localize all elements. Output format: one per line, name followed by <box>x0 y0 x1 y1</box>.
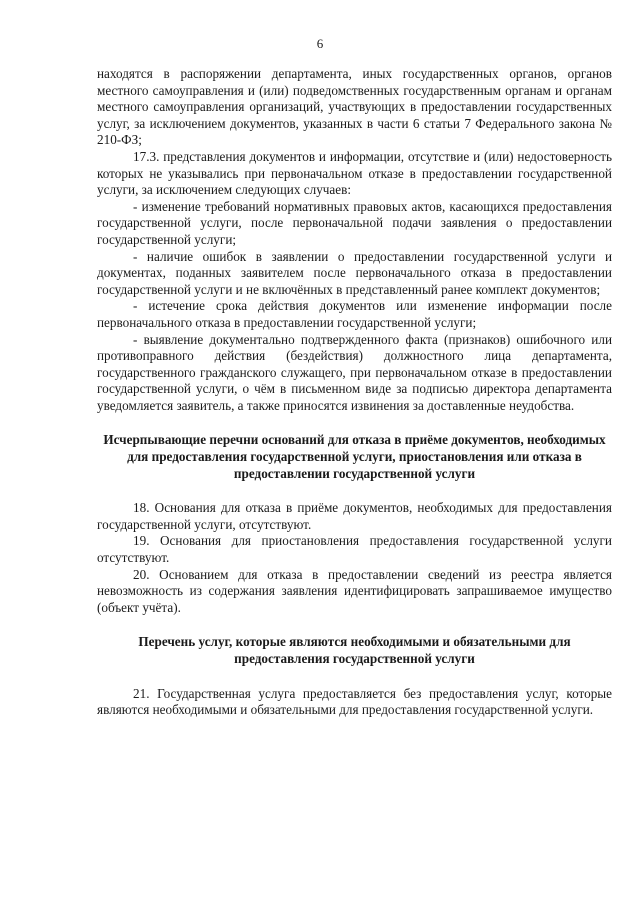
section-heading-required-services: Перечень услуг, которые являются необходимыми и обязательными для предоставления государственной услуги <box>138 634 571 666</box>
list-item-document-expiry: - истечение срока действия документов или изменение информации после первоначального отказа в предоставлении государственной услуги; <box>97 298 612 330</box>
paragraph-continuation: находятся в распоряжении департамента, иных государственных органов, органов местного самоуправления и (или) подведомственных государственным органам и органам местного самоуправления организаций, участвующих в предоставлении государственных услуг, за исключением документов, указанных в части 6 статьи 7 Федерального закона № 210-ФЗ; <box>97 66 612 148</box>
section-heading-refusal-grounds: Исчерпывающие перечни оснований для отказа в приёме документов, необходимых для предоставления государственной услуги, приостановления или отказа в предоставлении государственной услуги <box>103 432 606 481</box>
list-item-regulation-change: - изменение требований нормативных правовых актов, касающихся предоставления государственной услуги, после первоначальной подачи заявления о предоставлении государственной услуги; <box>97 198 612 247</box>
paragraph-17-3: 17.3. представления документов и информации, отсутствие и (или) недостоверность которых не указывались при первоначальном отказе в предоставлении государственной услуги, за исключением следующих случаев: <box>97 148 612 198</box>
paragraph-19: 19. Основания для приостановления предоставления государственной услуги отсутствуют. <box>97 533 612 566</box>
page-number: 6 <box>316 36 324 51</box>
list-item-application-errors: - наличие ошибок в заявлении о предоставлении государственной услуги и документах, поданных заявителем после первоначального отказа в предоставлении государственной услуги и не включённых в представленный ранее комплект документов; <box>97 248 612 297</box>
list-item-erroneous-action: - выявление документально подтвержденного факта (признаков) ошибочного или противоправного действия (бездействия) должностного лица департамента, государственного гражданского служащего, при первоначальном отказе в предоставлении государственной услуги, о чём в письменном виде за подписью директора департамента уведомляется заявитель, а также приносятся извинения за доставленные неудобства. <box>97 331 612 413</box>
paragraph-18: 18. Основания для отказа в приёме документов, необходимых для предоставления государственной услуги, отсутствуют. <box>97 500 612 532</box>
paragraph-20: 20. Основанием для отказа в предоставлении сведений из реестра является невозможность из содержания заявления идентифицировать запрашиваемое имущество (объект учёта). <box>97 566 612 615</box>
paragraph-21: 21. Государственная услуга предоставляется без предоставления услуг, которые являются необходимыми и обязательными для предоставления государственной услуги. <box>97 685 612 718</box>
document-body <box>97 66 612 719</box>
